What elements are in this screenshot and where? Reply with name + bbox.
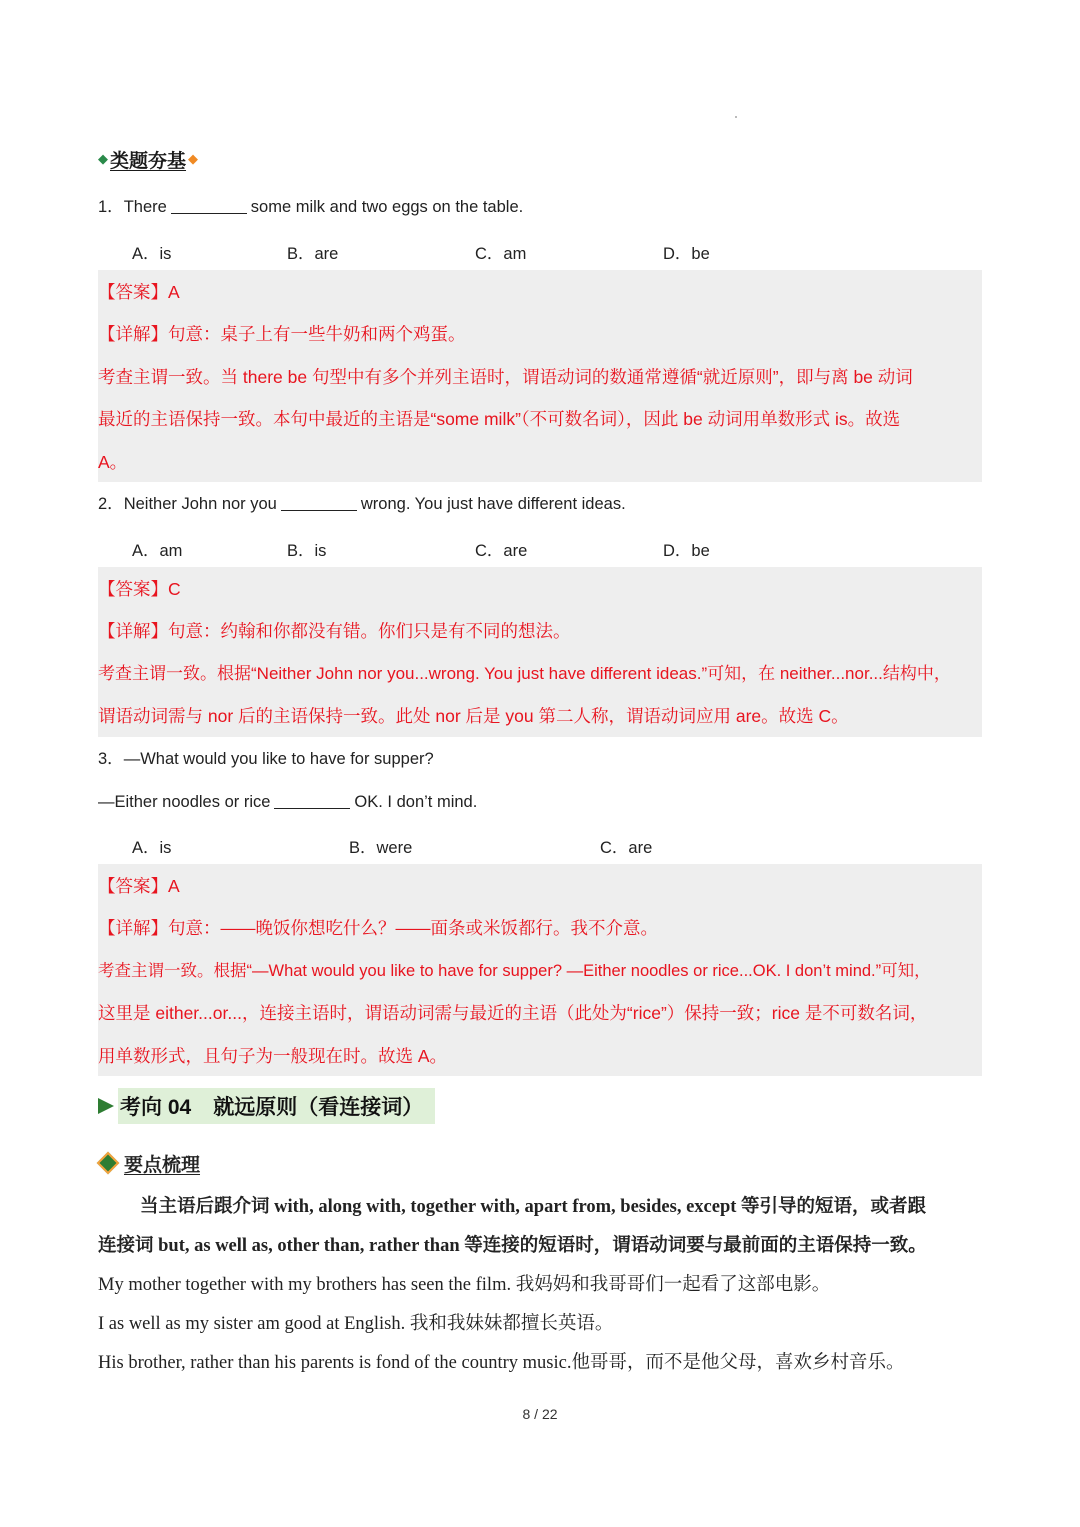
answer-box-1 (98, 270, 982, 482)
option-a: A．is (132, 245, 172, 263)
option-a: A．is (132, 839, 172, 857)
answer-analysis: A。 (98, 452, 128, 472)
option-d: D．be (663, 245, 710, 263)
topic-heading (98, 1088, 435, 1124)
option-c: C．am (475, 245, 527, 263)
question-1: 1．There some milk and two eggs on the table. (98, 198, 524, 216)
answer-detail: 【详解】句意：约翰和你都没有错。你们只是有不同的想法。 (98, 621, 571, 641)
answer-analysis: 最近的主语保持一致。本句中最近的主语是“some milk”（不可数名词），因此 be 动词用单数形式 is。故选 (98, 409, 901, 429)
answer-label: 【答案】A (98, 282, 180, 302)
answer-analysis: 考查主谓一致。根据“Neither John nor you...wrong. You just have different ideas.”可知，在 neither...nor...结构中， (98, 664, 951, 683)
answer-label: 【答案】C (98, 579, 181, 599)
option-b: B．are (287, 245, 339, 263)
example-sentence: His brother, rather than his parents is fond of the country music.他哥哥，而不是他父母，喜欢乡村音乐。 (98, 1353, 905, 1373)
answer-box-3 (98, 864, 982, 1076)
answer-analysis: 用单数形式，且句子为一般现在时。故选 A。 (98, 1046, 448, 1066)
question-3: 3．—What would you like to have for supper? (98, 750, 434, 768)
answer-analysis: 考查主谓一致。当 there be 句型中有多个并列主语时，谓语动词的数通常遵循“就近原则”，即与离 be 动词 (98, 367, 913, 387)
answer-detail: 【详解】句意：桌子上有一些牛奶和两个鸡蛋。 (98, 324, 466, 344)
play-arrow-icon (98, 1098, 114, 1114)
option-c: C．are (475, 542, 528, 560)
answer-blank (274, 792, 350, 809)
answer-blank (281, 494, 357, 511)
question-3-line-2: —Either noodles or rice OK. I don’t mind. (98, 793, 478, 811)
diamond-icon (97, 1152, 120, 1175)
answer-analysis: 这里是 either...or...，连接主语时，谓语动词需与最近的主语（此处为“rice”）保持一致；rice 是不可数名词， (98, 1003, 928, 1023)
option-d: D．be (663, 542, 710, 560)
answer-analysis: 考查主谓一致。根据“—What would you like to have for supper? —Either noodles or rice...OK. I don’t mind.”可知， (98, 962, 931, 980)
key-points-title: 要点梳理 (98, 1148, 200, 1178)
option-a: A．am (132, 542, 183, 560)
page-number: 8 / 22 (522, 1406, 558, 1422)
diamond-bullet-icon: ◆ (98, 151, 108, 166)
diamond-bullet-icon: ◆ (188, 151, 199, 166)
answer-blank (171, 197, 247, 214)
option-b: B．were (349, 839, 413, 857)
example-sentence: I as well as my sister am good at English. 我和我妹妹都擅长英语。 (98, 1314, 614, 1334)
answer-detail: 【详解】句意：——晚饭你想吃什么？——面条或米饭都行。我不介意。 (98, 918, 658, 938)
topic-code: 考向 04 (120, 1096, 192, 1119)
section-title: ◆ 类题夯基 ◆ (98, 150, 199, 172)
option-b: B．is (287, 542, 327, 560)
topic-title: 就远原则（看连接词） (213, 1096, 424, 1119)
answer-analysis: 谓语动词需与 nor 后的主语保持一致。此处 nor 后是 you 第二人称，谓语动词应用 are。故选 C。 (98, 706, 849, 726)
example-sentence: My mother together with my brothers has seen the film. 我妈妈和我哥哥们一起看了这部电影。 (98, 1275, 831, 1295)
answer-label: 【答案】A (98, 876, 180, 896)
option-c: C．are (600, 839, 653, 857)
rule-text: 连接词 but, as well as, other than, rather than 等连接的短语时，谓语动词要与最前面的主语保持一致。 (98, 1236, 927, 1256)
rule-text: 当主语后跟介词 with, along with, together with, apart from, besides, except 等引导的短语，或者跟 (140, 1197, 927, 1217)
stray-dot (735, 116, 737, 118)
answer-box-2 (98, 567, 982, 737)
question-2: 2．Neither John nor you wrong. You just have different ideas. (98, 495, 626, 513)
